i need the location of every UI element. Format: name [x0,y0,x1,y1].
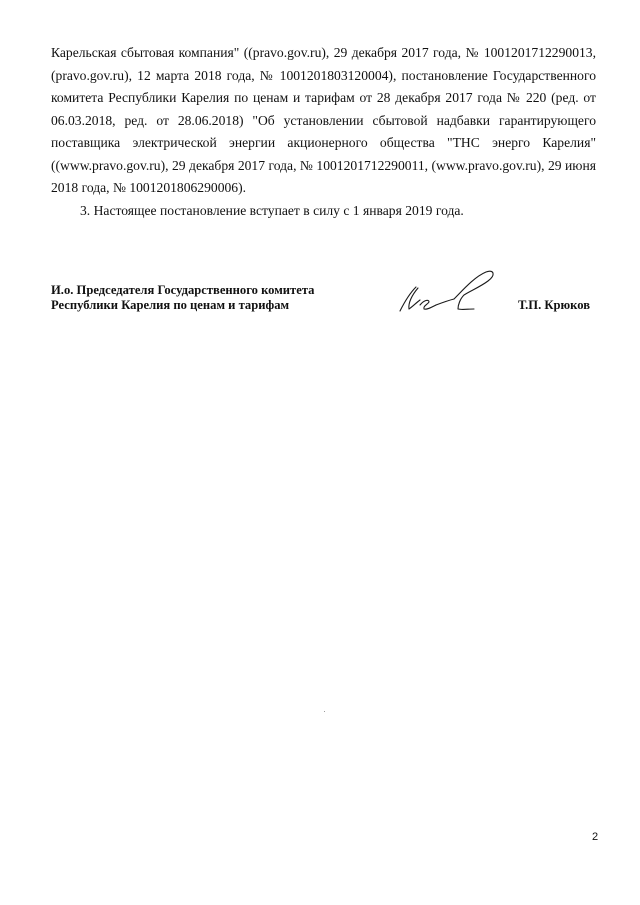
page-number: 2 [592,831,599,843]
document-body [51,42,596,222]
paragraph-3: 3. Настоящее постановление вступает в силу с 1 января 2019 года. [80,202,464,218]
signatory-name: Т.П. Крюков [517,298,590,312]
scan-speck [324,711,325,712]
signatory-title-line-2: Республики Карелия по ценам и тарифам [51,298,290,312]
signatory-title-line-1: И.о. Председателя Государственного комитета [51,283,315,297]
paragraph-continuation: Карельская сбытовая компания" ((pravo.gov.ru), 29 декабря 2017 года, № 1001201712290013, (pravo.gov.ru), 12 марта 2018 года, № 1001201803120004), постановление Государственного комитета Республики Карелия по ценам и тарифам от 28 декабря 2017 года № 220 (ред. от 06.03.2018, ред. от 28.06.2018) "Об установлении сбытовой надбавки гарантирующего поставщика электрической энергии акционерного общества "ТНС энерго Карелия" ((www.pravo.gov.ru), 29 декабря 2017 года, № 1001201712290011, (www.pravo.gov.ru), 29 июня 2018 года, № 1001201806290006). [51,45,596,195]
signature-block [51,283,596,323]
handwritten-signature-icon [396,267,506,319]
signatory-title [51,283,314,313]
